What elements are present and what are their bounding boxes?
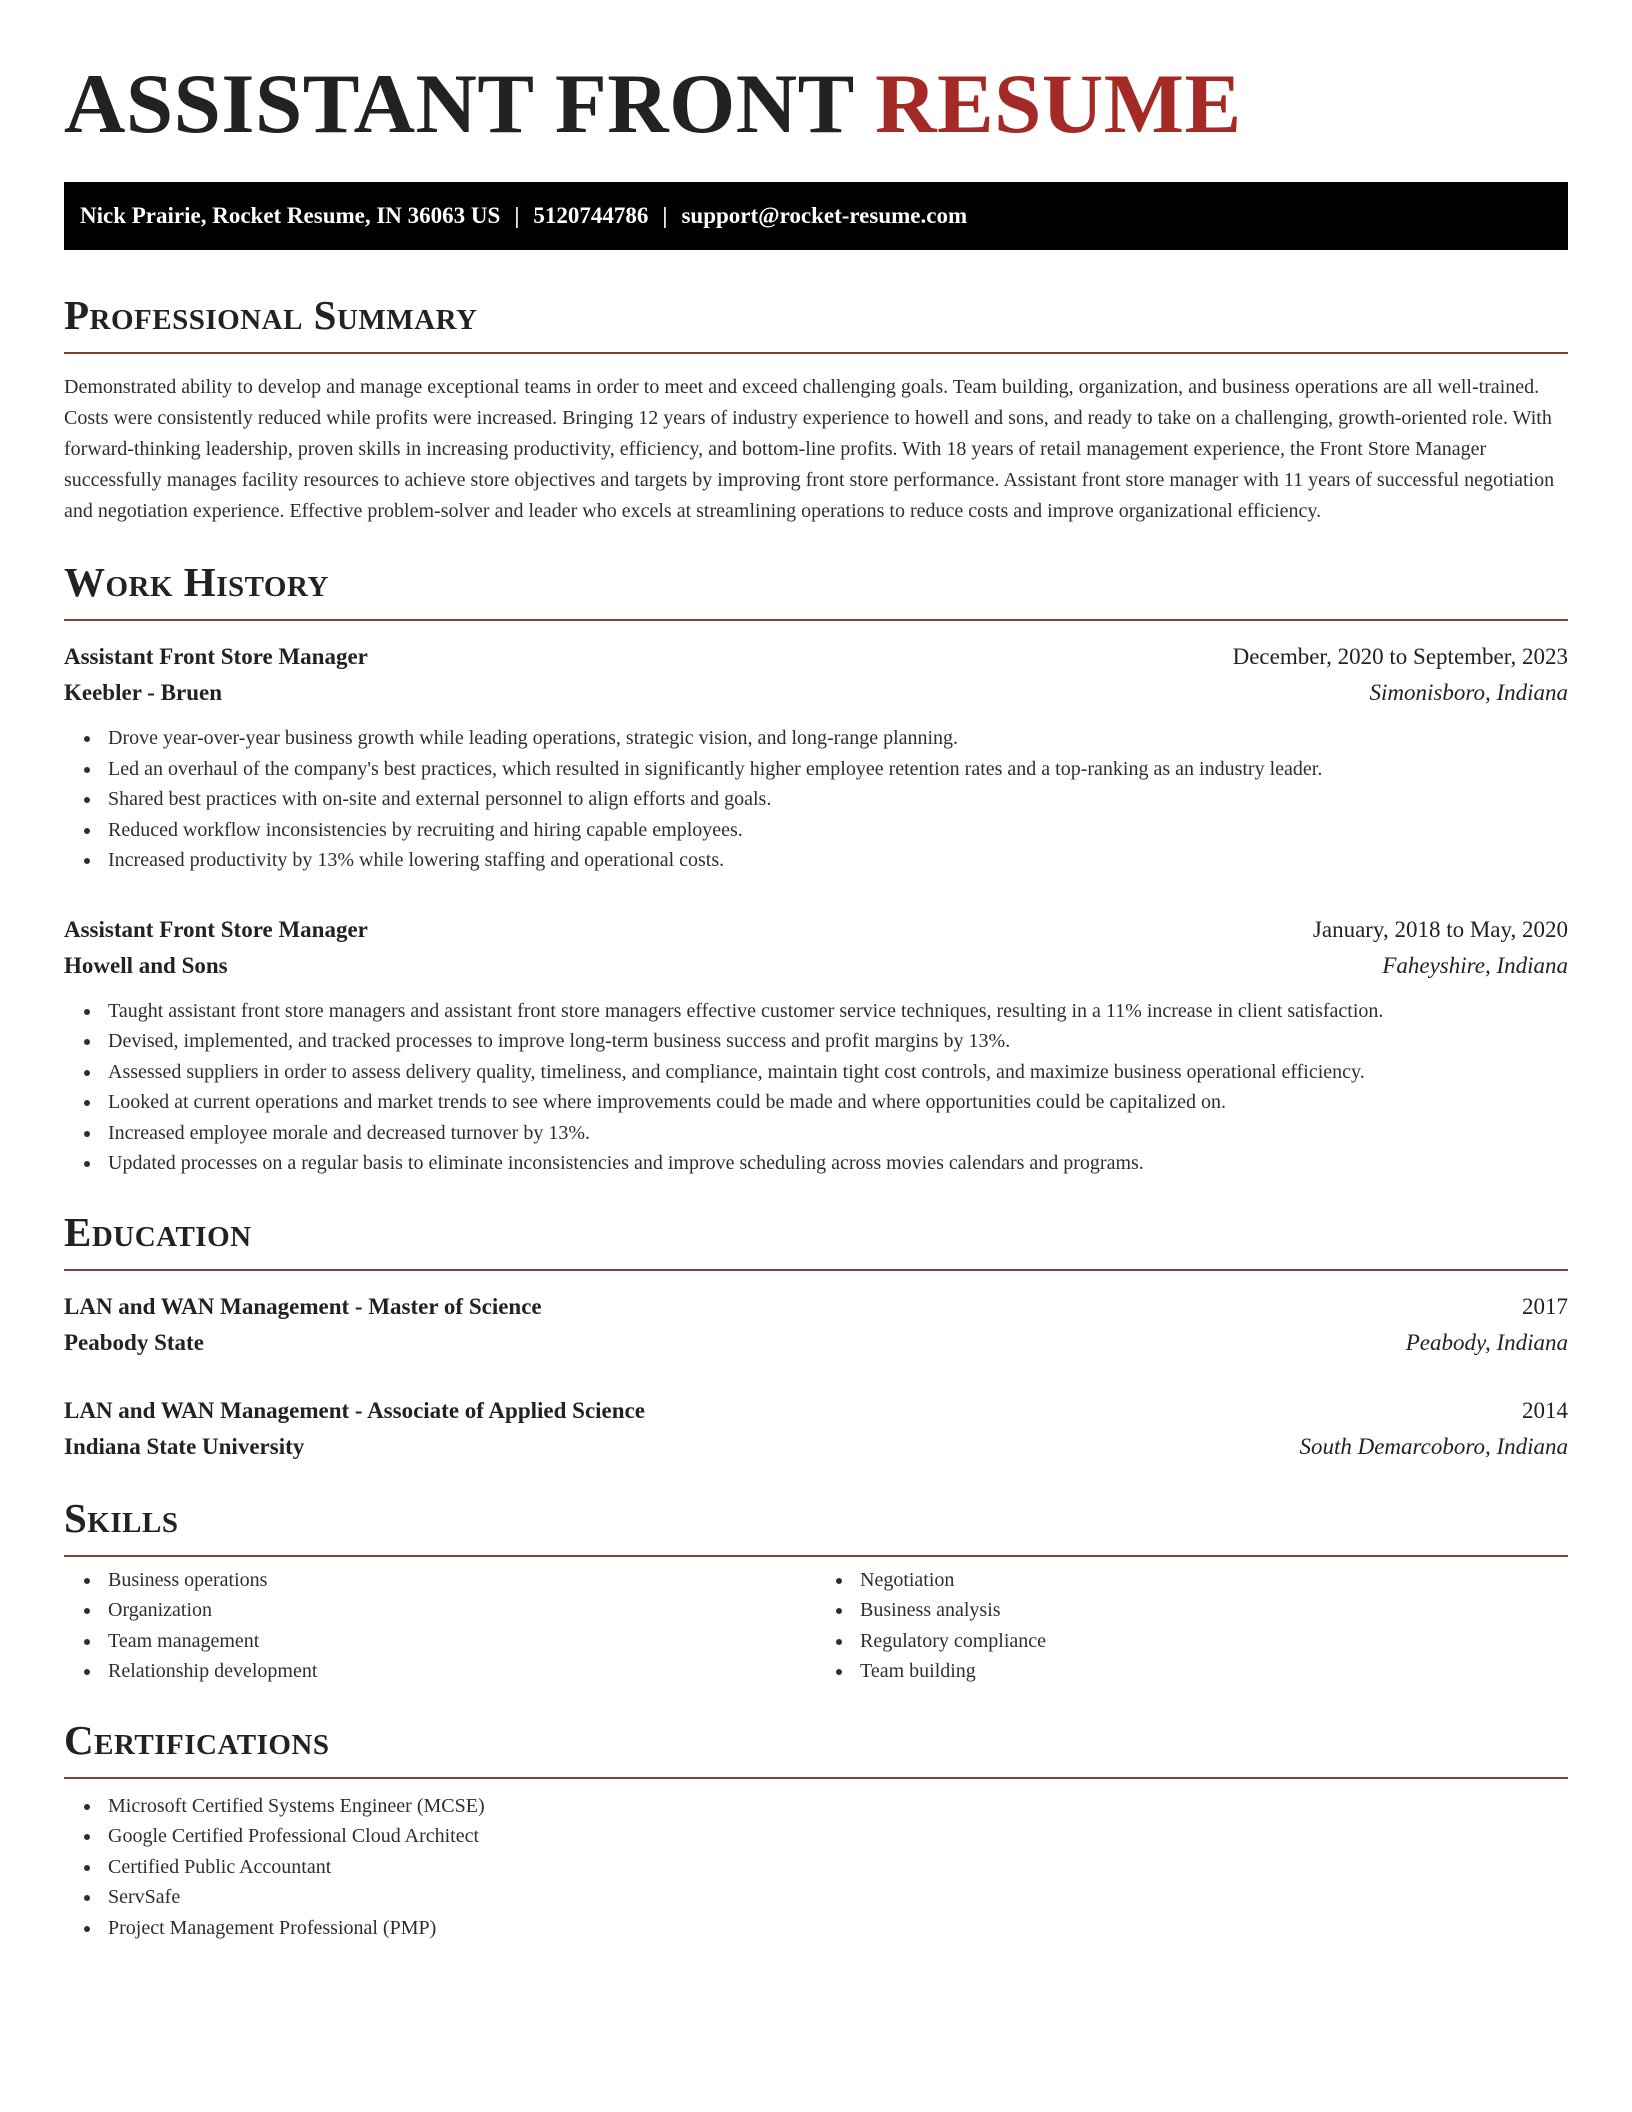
job-bullet: Devised, implemented, and tracked processes to improve long-term business success and profit margins by 13%. [108, 1026, 1568, 1057]
section-heading-summary: Professional Summary [64, 290, 1568, 354]
job-header-row [64, 639, 1568, 675]
job-bullet: Shared best practices with on-site and external personnel to align efforts and goals. [108, 784, 1568, 815]
contact-phone: 5120744786 [533, 203, 649, 228]
skill-item: Organization [108, 1595, 816, 1626]
skill-item: Regulatory compliance [860, 1626, 1568, 1657]
job-bullet-list [64, 996, 1568, 1179]
education-school-row [64, 1429, 1568, 1465]
job-title: Assistant Front Store Manager [64, 916, 368, 942]
skill-item: Business operations [108, 1565, 816, 1596]
work-history-section [64, 557, 1568, 1179]
job-company-row [64, 948, 1568, 984]
skills-grid [64, 1565, 1568, 1687]
summary-section [64, 290, 1568, 527]
certification-item: Certified Public Accountant [108, 1852, 1568, 1883]
education-section [64, 1207, 1568, 1465]
job-bullet: Drove year-over-year business growth while leading operations, strategic vision, and long-range planning. [108, 723, 1568, 754]
section-heading-work: Work History [64, 557, 1568, 621]
certification-item: ServSafe [108, 1882, 1568, 1913]
job-company: Howell and Sons [64, 952, 228, 978]
job-bullet: Reduced workflow inconsistencies by recruiting and hiring capable employees. [108, 815, 1568, 846]
skill-item: Team management [108, 1626, 816, 1657]
skills-column-left [64, 1565, 816, 1687]
education-degree: LAN and WAN Management - Associate of Applied Science [64, 1397, 645, 1423]
education-entry [64, 1393, 1568, 1465]
education-school-row [64, 1325, 1568, 1361]
section-heading-education: Education [64, 1207, 1568, 1271]
job-bullet-list [64, 723, 1568, 876]
contact-address: Nick Prairie, Rocket Resume, IN 36063 US [80, 203, 501, 228]
job-location: Faheyshire, Indiana [1382, 952, 1568, 978]
job-bullet: Updated processes on a regular basis to eliminate inconsistencies and improve scheduling across movies calendars and programs. [108, 1148, 1568, 1179]
certifications-section [64, 1715, 1568, 1944]
resume-title [64, 54, 1568, 154]
education-location: Peabody, Indiana [1405, 1329, 1568, 1355]
education-entry [64, 1289, 1568, 1361]
skill-item: Business analysis [860, 1595, 1568, 1626]
skills-section [64, 1493, 1568, 1687]
job-dates: December, 2020 to September, 2023 [1232, 644, 1568, 669]
job-bullet: Increased employee morale and decreased turnover by 13%. [108, 1118, 1568, 1149]
skills-column-right [816, 1565, 1568, 1687]
job-entry [64, 639, 1568, 876]
contact-separator: | [514, 203, 520, 228]
skill-item: Negotiation [860, 1565, 1568, 1596]
certifications-list [64, 1791, 1568, 1944]
job-company: Keebler - Bruen [64, 680, 222, 705]
job-entry [64, 912, 1568, 1179]
education-year: 2014 [1522, 1397, 1568, 1423]
skill-item: Team building [860, 1656, 1568, 1687]
job-company-row [64, 675, 1568, 711]
section-heading-skills: Skills [64, 1493, 1568, 1557]
certification-item: Microsoft Certified Systems Engineer (MCSE) [108, 1791, 1568, 1822]
section-heading-certifications: Certifications [64, 1715, 1568, 1779]
job-bullet: Taught assistant front store managers and assistant front store managers effective customer service techniques, resulting in a 11% increase in client satisfaction. [108, 996, 1568, 1027]
job-bullet: Assessed suppliers in order to assess delivery quality, timeliness, and compliance, maintain tight cost controls, and maximize business operational efficiency. [108, 1057, 1568, 1088]
education-school: Indiana State University [64, 1433, 305, 1459]
contact-email: support@rocket-resume.com [681, 203, 968, 228]
title-accent: RESUME [875, 57, 1242, 151]
certification-item: Project Management Professional (PMP) [108, 1913, 1568, 1944]
certification-item: Google Certified Professional Cloud Architect [108, 1821, 1568, 1852]
education-year: 2017 [1522, 1293, 1568, 1319]
job-bullet: Led an overhaul of the company's best practices, which resulted in significantly higher employee retention rates and a top-ranking as an industry leader. [108, 754, 1568, 785]
education-school: Peabody State [64, 1329, 204, 1355]
title-main: ASSISTANT FRONT [64, 57, 854, 151]
job-dates: January, 2018 to May, 2020 [1312, 916, 1568, 942]
education-location: South Demarcoboro, Indiana [1299, 1433, 1568, 1459]
education-degree: LAN and WAN Management - Master of Science [64, 1293, 542, 1319]
job-title: Assistant Front Store Manager [64, 644, 368, 669]
job-header-row [64, 912, 1568, 948]
contact-separator: | [662, 203, 668, 228]
job-location: Simonisboro, Indiana [1369, 680, 1568, 705]
job-bullet: Increased productivity by 13% while lowering staffing and operational costs. [108, 845, 1568, 876]
summary-text: Demonstrated ability to develop and manage exceptional teams in order to meet and exceed challenging goals. Team building, organization, and business operations are all well-trained. Costs were consistently reduced while profits were increased. Bringing 12 years of industry experience to howell and sons, and ready to take on a challenging, growth-oriented role. With forward-thinking leadership, proven skills in increasing productivity, efficiency, and bottom-line profits. With 18 years of retail management experience, the Front Store Manager successfully manages facility resources to achieve store objectives and targets by improving front store performance. Assistant front store manager with 11 years of successful negotiation and negotiation experience. Effective problem-solver and leader who excels at streamlining operations to reduce costs and improve organizational efficiency. [64, 376, 1555, 522]
education-degree-row [64, 1393, 1568, 1429]
contact-bar [64, 182, 1568, 250]
education-degree-row [64, 1289, 1568, 1325]
skill-item: Relationship development [108, 1656, 816, 1687]
job-bullet: Looked at current operations and market trends to see where improvements could be made and where opportunities could be capitalized on. [108, 1087, 1568, 1118]
